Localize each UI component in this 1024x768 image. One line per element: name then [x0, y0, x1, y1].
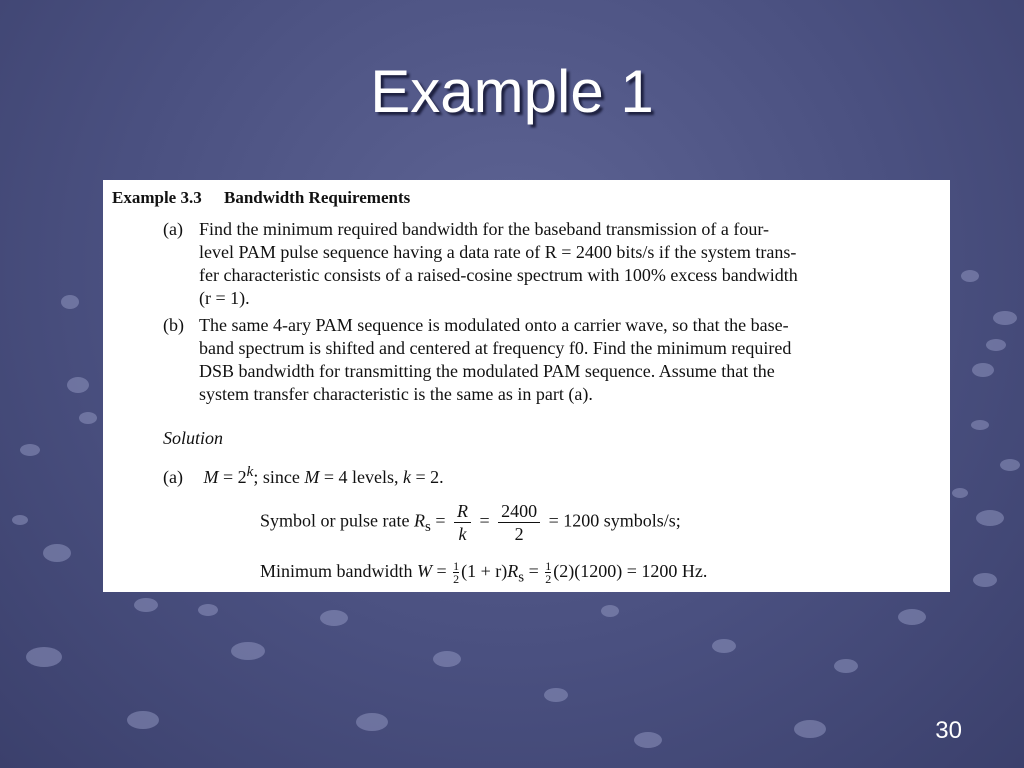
part-b-line: system transfer characteristic is the same as in part (a). [199, 384, 593, 404]
equation-symbol-rate [260, 500, 681, 545]
text-eq: = 2 [223, 467, 247, 487]
part-a-line: fer characteristic consists of a raised-cosine spectrum with 100% excess bandwidth [199, 265, 798, 285]
part-a-tag: (a) [163, 219, 183, 239]
part-a-line: Find the minimum required bandwidth for the baseband transmission of a four- [199, 219, 770, 239]
solution-part-a [163, 461, 444, 489]
part-b-line: band spectrum is shifted and centered at frequency f0. Find the minimum required [199, 338, 792, 358]
page-number: 30 [935, 717, 962, 744]
equals-sign: = [435, 510, 446, 531]
text-since: ; since [253, 467, 300, 487]
expression: (2)(1200) [553, 561, 623, 581]
var-r: R [413, 510, 425, 531]
fraction-denominator: 2 [545, 572, 552, 586]
part-b-line: The same 4-ary PAM sequence is modulated onto a carrier wave, so that the base- [199, 315, 789, 335]
part-a [163, 218, 923, 310]
fraction-2400-over-2 [498, 500, 540, 545]
slide-title: Example 1 [370, 58, 654, 125]
var-k: k [402, 467, 411, 487]
fraction-numerator: R [454, 500, 471, 523]
part-a-line: (r = 1). [199, 288, 250, 308]
fraction-numerator: 1 [545, 559, 552, 573]
equation-result: = 1200 symbols/s; [548, 510, 681, 531]
equation-label: Symbol or pulse rate [260, 510, 410, 531]
part-b [163, 314, 923, 406]
subscript-s: s [424, 519, 431, 536]
solution-a-tag: (a) [163, 467, 183, 487]
fraction-denominator: k [458, 524, 467, 544]
example-number: Example 3.3 [112, 188, 202, 207]
subscript-s: s [518, 569, 525, 586]
textbook-excerpt [103, 180, 950, 592]
part-a-line: level PAM pulse sequence having a data rate of R = 2400 bits/s if the system trans- [199, 242, 797, 262]
part-b-line: DSB bandwidth for transmitting the modulated PAM sequence. Assume that the [199, 361, 775, 381]
var-m: M [304, 467, 320, 487]
equation-label: Minimum bandwidth [260, 561, 413, 581]
fraction-numerator: 2400 [498, 500, 540, 523]
equation-result: = 1200 Hz. [626, 561, 708, 581]
equals-sign: = [528, 561, 539, 581]
equals-sign: = [479, 510, 490, 531]
var-w: W [417, 561, 432, 581]
expression: (1 + r) [461, 561, 508, 581]
equals-sign: = [436, 561, 447, 581]
fraction-one-half [545, 560, 551, 585]
fraction-denominator: 2 [453, 572, 460, 586]
var-m: M [203, 467, 219, 487]
part-b-tag: (b) [163, 315, 184, 335]
fraction-one-half [453, 560, 459, 585]
var-r: R [507, 561, 519, 581]
text-k-value: = 2. [415, 467, 444, 487]
fraction-numerator: 1 [453, 559, 460, 573]
fraction-denominator: 2 [514, 524, 524, 544]
exponent-k: k [246, 464, 254, 480]
equation-min-bandwidth [260, 560, 707, 590]
text-levels: = 4 levels, [323, 467, 399, 487]
fraction-r-over-k [454, 500, 471, 545]
example-title: Bandwidth Requirements [223, 188, 411, 207]
example-heading [112, 186, 410, 209]
solution-label: Solution [163, 428, 224, 448]
